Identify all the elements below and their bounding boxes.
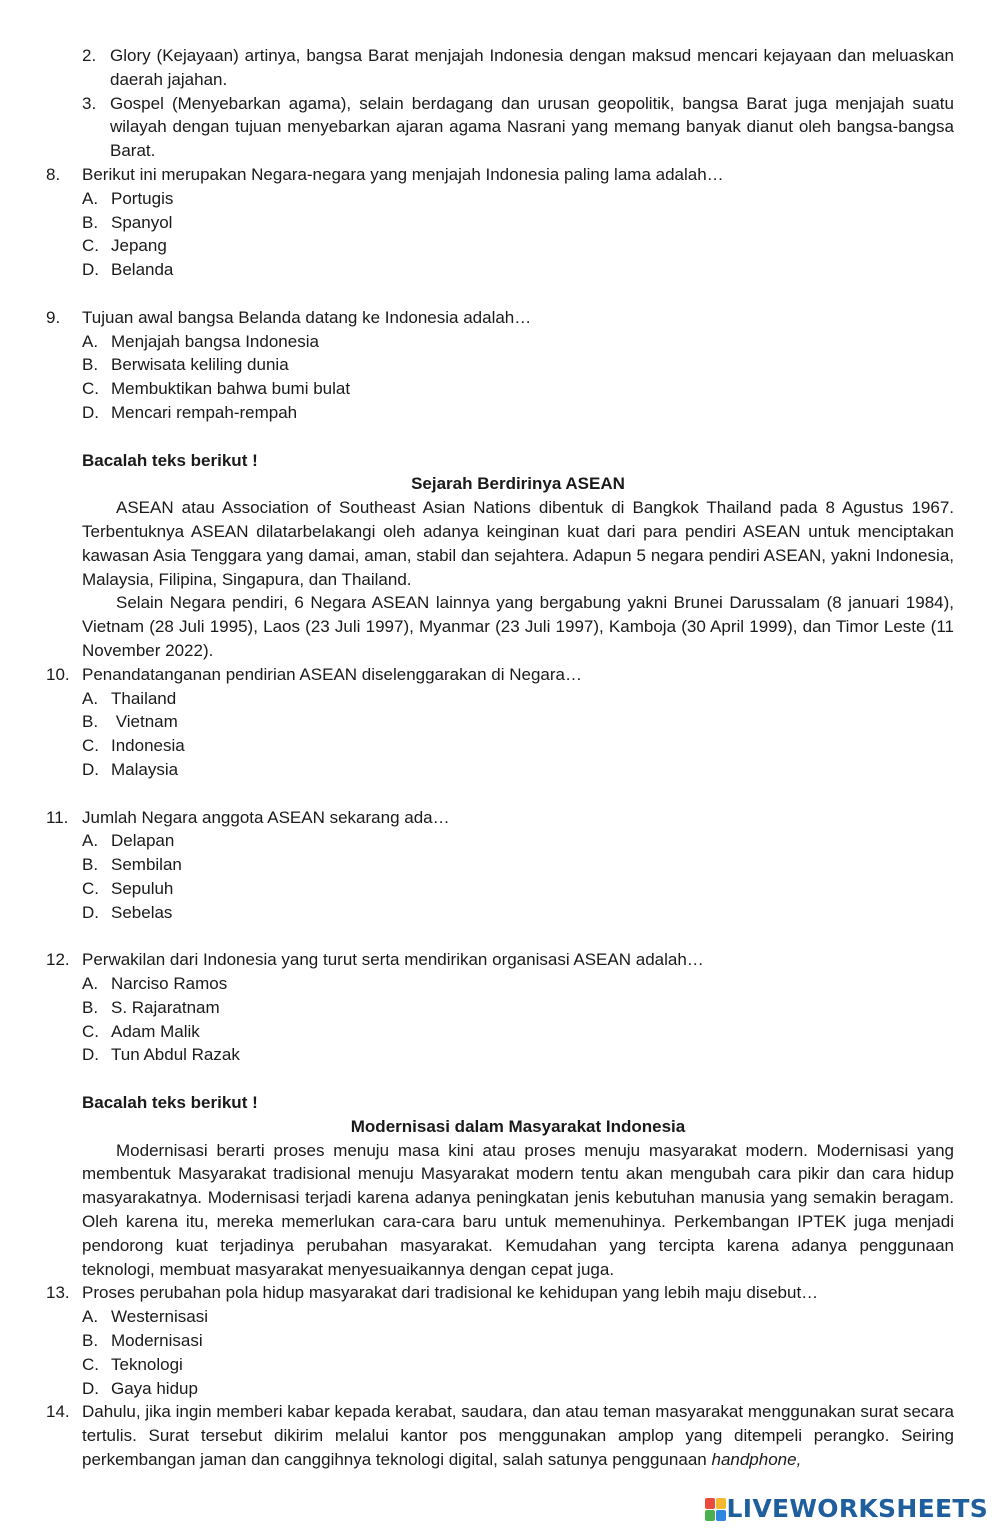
question-text: Proses perubahan pola hidup masyarakat dari tradisional ke kehidupan yang lebih maju disebut… (82, 1283, 819, 1303)
reading-paragraph: Modernisasi berarti proses menuju masa kini atau proses menuju masyarakat modern. Modernisasi yang membentuk Masyarakat tradisional menuju Masyarakat modern tentu akan mengubah cara pikir dan cara hidup masyarakatnya. Modernisasi terjadi karena adanya peningkatan jenis kebutuhan manusia yang semakin beragam. Oleh karena itu, mereka memerlukan cara-cara baru untuk memenuhinya. Perkembangan IPTEK juga menjadi pendorong kuat terjadinya perubahan masyarakat. Kemudahan yang tercipta karena adanya penggunaan teknologi, membuat masyarakat menyesuaikannya dengan cepat juga. (82, 1140, 954, 1279)
question-8-options (82, 187, 954, 282)
question-text: Perwakilan dari Indonesia yang turut serta mendirikan organisasi ASEAN adalah… (82, 950, 704, 970)
option-letter: B. (82, 355, 99, 375)
question-number: 13. (46, 1283, 70, 1303)
question-number: 9. (46, 307, 61, 327)
question-8 (46, 163, 954, 187)
option-d[interactable] (82, 758, 954, 782)
option-text: Sembilan (111, 855, 182, 875)
reading-paragraph: ASEAN atau Association of Southeast Asian Nations dibentuk di Bangkok Thailand pada 8 Agustus 1967. Terbentuknya ASEAN dilatarbelakangi oleh adanya keinginan kuat dari para pendiri ASEAN untuk menciptakan kawasan Asia Tenggara yang damai, aman, stabil dan sejahtera. Adapun 5 negara pendiri ASEAN, yakni Indonesia, Malaysia, Filipina, Singapura, dan Thailand. (82, 498, 954, 589)
question-text: Berikut ini merupakan Negara-negara yang menjajah Indonesia paling lama adalah… (82, 164, 724, 184)
option-text: Spanyol (111, 212, 173, 232)
question-12 (46, 948, 954, 972)
option-c[interactable] (82, 1020, 954, 1044)
option-text: Sebelas (111, 902, 173, 922)
logo-tile (716, 1510, 726, 1521)
question-number: 10. (46, 664, 70, 684)
question-13 (46, 1281, 954, 1305)
option-letter: C. (82, 878, 99, 898)
watermark-text: LIVEWORKSHEETS (726, 1494, 988, 1524)
option-text: Portugis (111, 188, 174, 208)
option-text: Jepang (111, 236, 167, 256)
question-italic-text: handphone, (711, 1450, 802, 1470)
question-13-options (82, 1305, 954, 1400)
option-c[interactable] (82, 877, 954, 901)
option-b[interactable] (82, 211, 954, 235)
question-10-options (82, 687, 954, 782)
reading-instruction: Bacalah teks berikut ! (82, 450, 258, 470)
spacer (46, 924, 954, 948)
option-a[interactable] (82, 187, 954, 211)
spacer (46, 282, 954, 306)
question-11 (46, 806, 954, 830)
question-text: Tujuan awal bangsa Belanda datang ke Indonesia adalah… (82, 307, 532, 327)
option-d[interactable] (82, 1377, 954, 1401)
item-number: 2. (82, 46, 97, 65)
question-text: Dahulu, jika ingin memberi kabar kepada kerabat, saudara, dan atau teman masyarakat menggunakan surat secara tertulis. Surat tersebut dikirim melalui kantor pos menggunakan amplop yang ditempeli perangko. Seiring perkembangan jaman dan canggihnya teknologi digital, salah satunya penggunaan (82, 1402, 954, 1470)
option-letter: C. (82, 1354, 99, 1374)
question-text: Jumlah Negara anggota ASEAN sekarang ada… (82, 807, 450, 827)
option-text: Sepuluh (111, 878, 174, 898)
question-text: Penandatanganan pendirian ASEAN diselenggarakan di Negara… (82, 664, 582, 684)
item-number: 3. (82, 93, 97, 113)
option-text: Thailand (111, 688, 177, 708)
option-text: Vietnam (111, 712, 178, 732)
option-letter: B. (82, 1331, 99, 1351)
option-c[interactable] (82, 377, 954, 401)
liveworksheets-watermark (705, 1496, 988, 1522)
option-text: Gaya hidup (111, 1378, 198, 1398)
logo-tile (716, 1498, 726, 1509)
option-letter: D. (82, 402, 99, 422)
option-b[interactable] (82, 710, 954, 734)
option-a[interactable] (82, 1305, 954, 1329)
question-number: 11. (46, 807, 69, 827)
option-letter: B. (82, 212, 99, 232)
option-a[interactable] (82, 330, 954, 354)
intro-item-3 (46, 92, 954, 163)
option-letter: A. (82, 1307, 99, 1327)
option-letter: C. (82, 1021, 99, 1041)
option-letter: D. (82, 260, 99, 280)
option-letter: D. (82, 1378, 99, 1398)
option-d[interactable] (82, 401, 954, 425)
option-letter: A. (82, 688, 99, 708)
option-letter: A. (82, 974, 99, 994)
option-letter: C. (82, 736, 99, 756)
option-text: Mencari rempah-rempah (111, 402, 298, 422)
option-text: Adam Malik (111, 1021, 200, 1041)
option-d[interactable] (82, 258, 954, 282)
reading-paragraph: Selain Negara pendiri, 6 Negara ASEAN lainnya yang bergabung yakni Brunei Darussalam (8 januari 1984), Vietnam (28 Juli 1995), Laos (23 Juli 1997), Myanmar (23 Juli 1997), Kamboja (30 April 1999), dan Timor Leste (11 November 2022). (82, 593, 954, 660)
option-c[interactable] (82, 734, 954, 758)
option-text: Teknologi (111, 1354, 183, 1374)
question-number: 12. (46, 950, 70, 970)
option-b[interactable] (82, 1329, 954, 1353)
option-text: Narciso Ramos (111, 974, 228, 994)
option-letter: B. (82, 712, 99, 732)
option-text: Modernisasi (111, 1331, 203, 1351)
option-d[interactable] (82, 1043, 954, 1067)
option-c[interactable] (82, 234, 954, 258)
option-letter: A. (82, 831, 99, 851)
reading-title: Modernisasi dalam Masyarakat Indonesia (350, 1116, 686, 1136)
option-letter: C. (82, 236, 99, 256)
logo-tile (705, 1510, 715, 1521)
reading-instruction: Bacalah teks berikut ! (82, 1093, 258, 1113)
option-text: Delapan (111, 831, 175, 851)
option-b[interactable] (82, 853, 954, 877)
spacer (46, 782, 954, 806)
question-14 (46, 1400, 954, 1471)
liveworksheets-logo-icon (705, 1498, 725, 1520)
option-b[interactable] (82, 996, 954, 1020)
option-letter: A. (82, 331, 99, 351)
option-a[interactable] (82, 687, 954, 711)
option-a[interactable] (82, 972, 954, 996)
item-text: Glory (Kejayaan) artinya, bangsa Barat menjajah Indonesia dengan maksud mencari kejayaan dan meluaskan daerah jajahan. (110, 46, 954, 89)
question-number: 14. (46, 1402, 70, 1422)
option-text: Westernisasi (111, 1307, 208, 1327)
option-a[interactable] (82, 829, 954, 853)
question-9-options (82, 330, 954, 425)
option-c[interactable] (82, 1353, 954, 1377)
option-text: Berwisata keliling dunia (111, 355, 289, 375)
reading-title: Sejarah Berdirinya ASEAN (411, 474, 625, 494)
option-letter: D. (82, 759, 99, 779)
question-number: 8. (46, 164, 61, 184)
option-letter: D. (82, 1045, 99, 1065)
item-text: Gospel (Menyebarkan agama), selain berdagang dan urusan geopolitik, bangsa Barat juga menjajah suatu wilayah dengan tujuan menyebarkan ajaran agama Nasrani yang memang banyak dianut oleh bangsa-bangsa Barat. (110, 93, 954, 161)
option-letter: C. (82, 379, 99, 399)
option-text: Membuktikan bahwa bumi bulat (111, 379, 351, 399)
spacer (46, 1067, 954, 1091)
question-9 (46, 306, 954, 330)
worksheet-content (46, 44, 954, 1472)
option-letter: A. (82, 188, 99, 208)
option-text: Belanda (111, 260, 174, 280)
option-text: Indonesia (111, 736, 185, 756)
option-text: Tun Abdul Razak (111, 1045, 240, 1065)
option-letter: B. (82, 855, 99, 875)
question-11-options (82, 829, 954, 924)
option-text: S. Rajaratnam (111, 997, 220, 1017)
option-text: Malaysia (111, 759, 179, 779)
option-letter: D. (82, 902, 99, 922)
option-d[interactable] (82, 901, 954, 925)
question-10 (46, 663, 954, 687)
question-12-options (82, 972, 954, 1067)
option-letter: B. (82, 997, 99, 1017)
logo-tile (705, 1498, 715, 1509)
intro-item-2 (46, 44, 954, 92)
option-text: Menjajah bangsa Indonesia (111, 331, 319, 351)
option-b[interactable] (82, 353, 954, 377)
spacer (46, 425, 954, 449)
